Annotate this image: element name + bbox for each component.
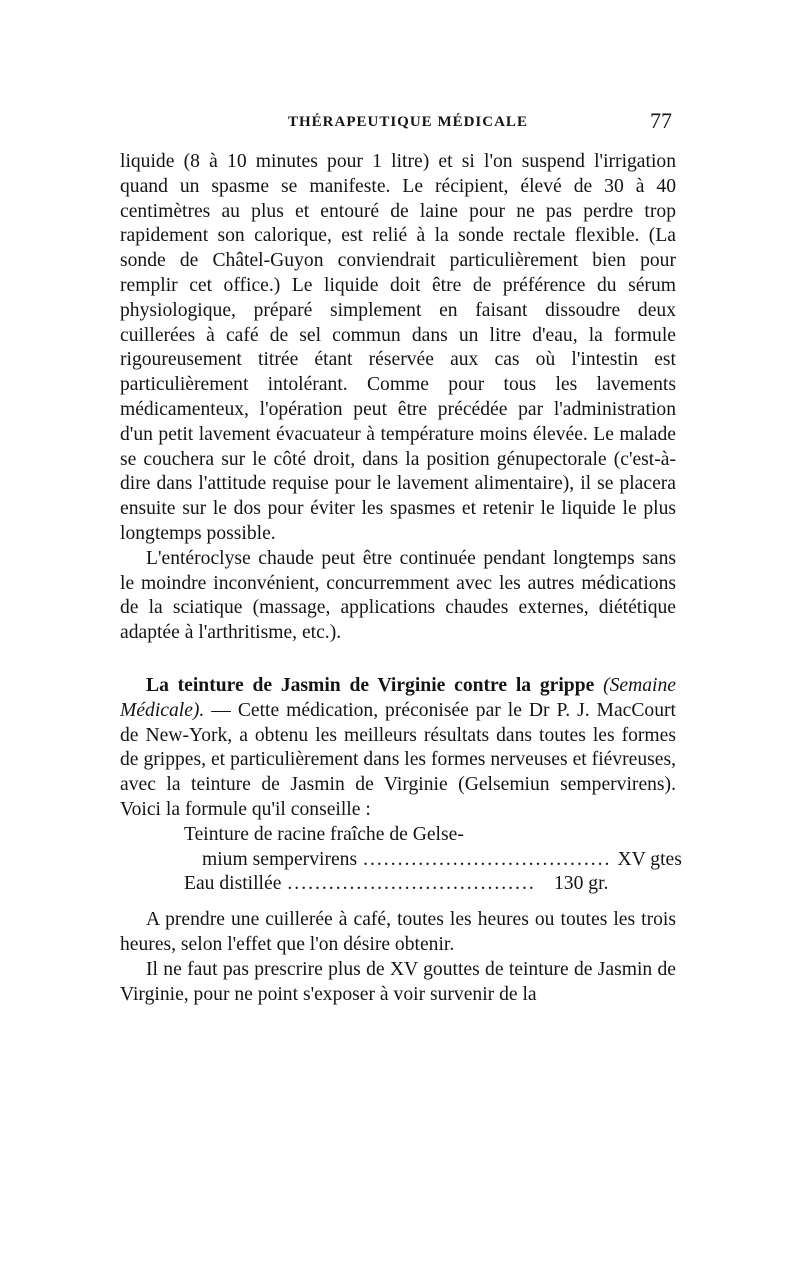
formula-ingredient: Teinture de racine fraîche de Gelse- bbox=[184, 823, 464, 845]
formula-ingredient: mium sempervirens bbox=[202, 848, 358, 870]
formula-ingredient: Eau distillée bbox=[184, 873, 282, 895]
dot-leader: .................................... bbox=[363, 848, 612, 870]
section-body: — Cette médication, préconisée par le Dr P. J. MacCourt de New-York, a obtenu les meilleurs résultats dans toutes les formes de grippes, et particulièrement dans les formes nerveuses et fiévreuses, avec la teinture de Jasmin de Virginie (Gelsemiun sempervirens). Voici la formule qu'il conseille : bbox=[120, 699, 676, 820]
paragraph-warning: Il ne faut pas prescrire plus de XV gouttes de teinture de Jasmin de Virginie, pour ne point s'exposer à voir survenir de la bbox=[120, 958, 676, 1005]
section-title: La teinture de Jasmin de Virginie contre la grippe bbox=[146, 674, 595, 696]
running-header bbox=[120, 108, 676, 140]
formula-quantity: XV gtes bbox=[617, 848, 682, 870]
section-source: (Semaine Médicale). bbox=[120, 674, 676, 721]
section-jasmin bbox=[120, 674, 676, 823]
formula-line bbox=[184, 823, 632, 848]
paragraph-enteroclysis: L'entéroclyse chaude peut être continuée pendant longtemps sans le moindre inconvénient, concurremment avec les autres médications de la sciatique (massage, applications chaudes externes, diététique adaptée à l'arthritisme, etc.). bbox=[120, 547, 676, 644]
paragraph-continued: liquide (8 à 10 minutes pour 1 litre) et si l'on suspend l'irrigation quand un spasme se manifeste. Le récipient, élevé de 30 à 40 centimètres au plus et entouré de laine pour ne pas perdre trop rapidement son calorique, est relié à la sonde rectale flexible. (La sonde de Châtel-Guyon conviendrait particulièrement bien pour remplir cet office.) Le liquide doit être de préférence du sérum physiologique, préparé simplement en faisant dissoudre deux cuillerées à café de sel commun dans un litre d'eau, la formule rigoureusement titrée étant réservée aux cas où l'intestin est particulièrement intolérant. Comme pour tous les lavements médicamenteux, l'opération peut être précédée par l'administration d'un petit lavement évacuateur à température moins élevée. Le malade se couchera sur le côté droit, dans la position génupectorale (c'est-à-dire dans l'attitude requise pour le lavement alimentaire), il se placera ensuite sur le dos pour éviter les spasmes et retenir le liquide le plus longtemps possible. bbox=[120, 151, 676, 544]
formula-line bbox=[184, 872, 632, 897]
formula-quantity: 130 gr. bbox=[554, 873, 609, 895]
dot-leader: .................................... bbox=[287, 873, 536, 895]
prescription-formula bbox=[184, 823, 682, 897]
body-text bbox=[120, 150, 682, 1007]
running-title: THÉRAPEUTIQUE MÉDICALE bbox=[288, 114, 528, 130]
page-number: 77 bbox=[650, 108, 672, 133]
formula-line bbox=[184, 848, 682, 873]
paragraph-dosage: A prendre une cuillerée à café, toutes les heures ou toutes les trois heures, selon l'effet que l'on désire obtenir. bbox=[120, 909, 676, 955]
